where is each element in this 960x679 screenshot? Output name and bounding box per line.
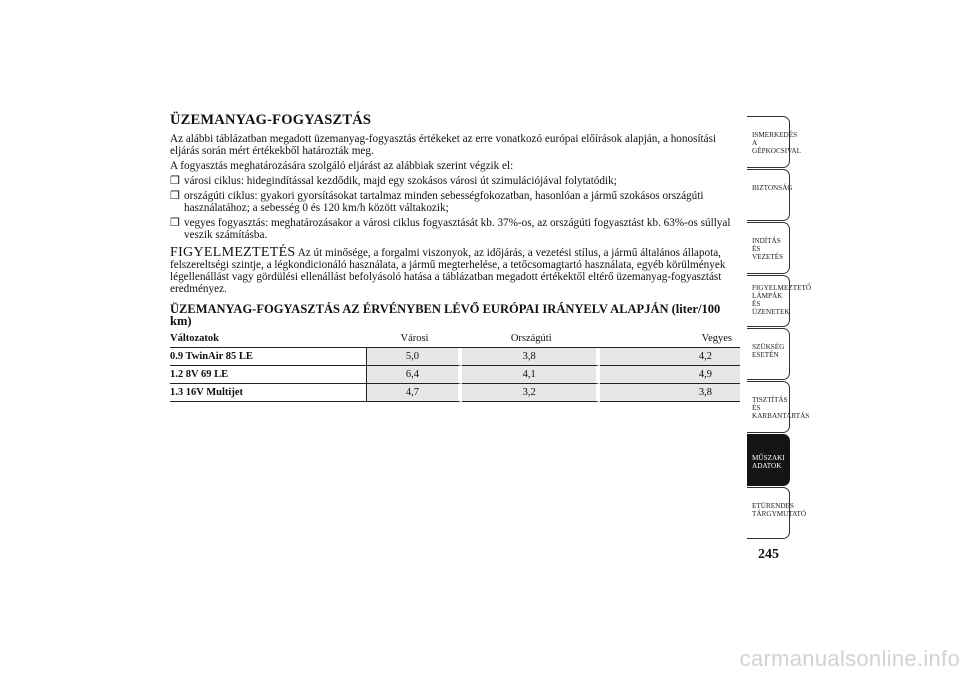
tab-label: MŰSZAKI ADATOK	[752, 454, 785, 470]
tab-label: INDÍTÁS ÉS VEZETÉS	[752, 237, 784, 261]
tab-label: SZÜKSÉG ESETÉN	[752, 343, 785, 359]
table-row	[170, 348, 740, 366]
warning-heading: FIGYELMEZTETÉS	[170, 245, 296, 260]
column-header-version: Változatok	[170, 329, 367, 348]
tab-label: BIZTONSÁG	[752, 184, 793, 192]
procedure-intro: A fogyasztás meghatározására szolgáló eljárást az alábbiak szerint végzik el:	[170, 160, 514, 172]
extra-urban-value-cell: 3,2	[462, 384, 601, 402]
warning-paragraph	[170, 247, 740, 295]
fuel-consumption-table	[170, 329, 740, 402]
table-title: ÜZEMANYAG-FOGYASZTÁS AZ ÉRVÉNYBEN LÉVŐ EURÓPAI IRÁNYELV ALAPJÁN (liter/100 km)	[170, 302, 721, 328]
column-header-urban: Városi	[367, 329, 462, 348]
version-cell: 1.3 16V Multijet	[170, 384, 367, 402]
column-header-extra-urban: Országúti	[462, 329, 601, 348]
version-cell: 0.9 TwinAir 85 LE	[170, 348, 367, 366]
tab-ismerkedes[interactable]	[747, 116, 801, 168]
checkbox-bullet-icon: ❒	[170, 190, 181, 202]
page-title: ÜZEMANYAG-FOGYASZTÁS	[170, 112, 372, 128]
table-row	[170, 384, 740, 402]
intro-paragraph: Az alábbi táblázatban megadott üzemanyag-fogyasztás értékeket az erre vonatkozó európai előírások alapján, a honosítási eljárás során mért értékekből határozták meg.	[170, 133, 717, 157]
bullet-text: városi ciklus: hidegindítással kezdődik, majd egy szokásos városi út szimulációjával folytatódik;	[184, 175, 617, 187]
extra-urban-value-cell: 4,1	[462, 366, 601, 384]
checkbox-bullet-icon: ❒	[170, 217, 181, 229]
combined-value-cell: 4,9	[600, 366, 740, 384]
combined-value-cell: 4,2	[600, 348, 740, 366]
tab-biztonsag[interactable]	[747, 169, 793, 221]
checkbox-bullet-icon: ❒	[170, 175, 181, 187]
tab-figyelmezteto[interactable]	[747, 275, 812, 327]
warning-text: Az út minősége, a forgalmi viszonyok, az időjárás, a vezetési stílus, a jármű általános állapota, felszereltségi szintje, a légkondicionáló használata, a jármű megterhelése, a tetőcsomagtartó használata, egyéb körülmények légellenállást vagy gördülési ellenállást befolyásoló hatása a táblázatban megadott értékektől eltérő üzemanyag-fogyasztást eredményez.	[170, 247, 726, 295]
bullet-item	[170, 217, 740, 241]
urban-value-cell: 5,0	[367, 348, 462, 366]
tab-label: FIGYELMEZTETŐ LÁMPÁK ÉS ÜZENETEK	[752, 284, 812, 316]
extra-urban-value-cell: 3,8	[462, 348, 601, 366]
version-cell: 1.2 8V 69 LE	[170, 366, 367, 384]
table-header-row	[170, 329, 740, 348]
page-number: 245	[758, 547, 779, 562]
column-header-combined: Vegyes	[600, 329, 740, 348]
bullet-item	[170, 190, 740, 214]
urban-value-cell: 6,4	[367, 366, 462, 384]
tab-szukseg[interactable]	[747, 328, 790, 380]
watermark: carmanualsonline.info	[739, 646, 960, 671]
tab-targymutato[interactable]	[747, 487, 807, 539]
main-content	[170, 112, 740, 402]
bullet-item	[170, 175, 740, 187]
tab-label: ETÜRENDES TÁRGYMUTATÓ	[752, 502, 807, 518]
tab-inditas[interactable]	[747, 222, 790, 274]
bullet-text: országúti ciklus: gyakori gyorsításokat tartalmaz minden sebességfokozatban, hasonlóan a jármű szokásos országúti használatához; a sebesség 0 és 120 km/h között váltakozik;	[184, 190, 704, 214]
combined-value-cell: 3,8	[600, 384, 740, 402]
tab-label: TISZTÍTÁS ÉS KARBANTARTÁS	[752, 396, 810, 420]
table-row	[170, 366, 740, 384]
urban-value-cell: 4,7	[367, 384, 462, 402]
tab-muszaki-adatok[interactable]	[747, 434, 790, 486]
bullet-text: vegyes fogyasztás: meghatározásakor a városi ciklus fogyasztását kb. 37%-os, az országúti fogyasztást kb. 63%-os súllyal veszik számításba.	[184, 217, 731, 241]
tab-label: ISMERKEDÉS A GÉPKOCSIVAL	[752, 131, 801, 155]
tab-tisztitas[interactable]	[747, 381, 810, 433]
